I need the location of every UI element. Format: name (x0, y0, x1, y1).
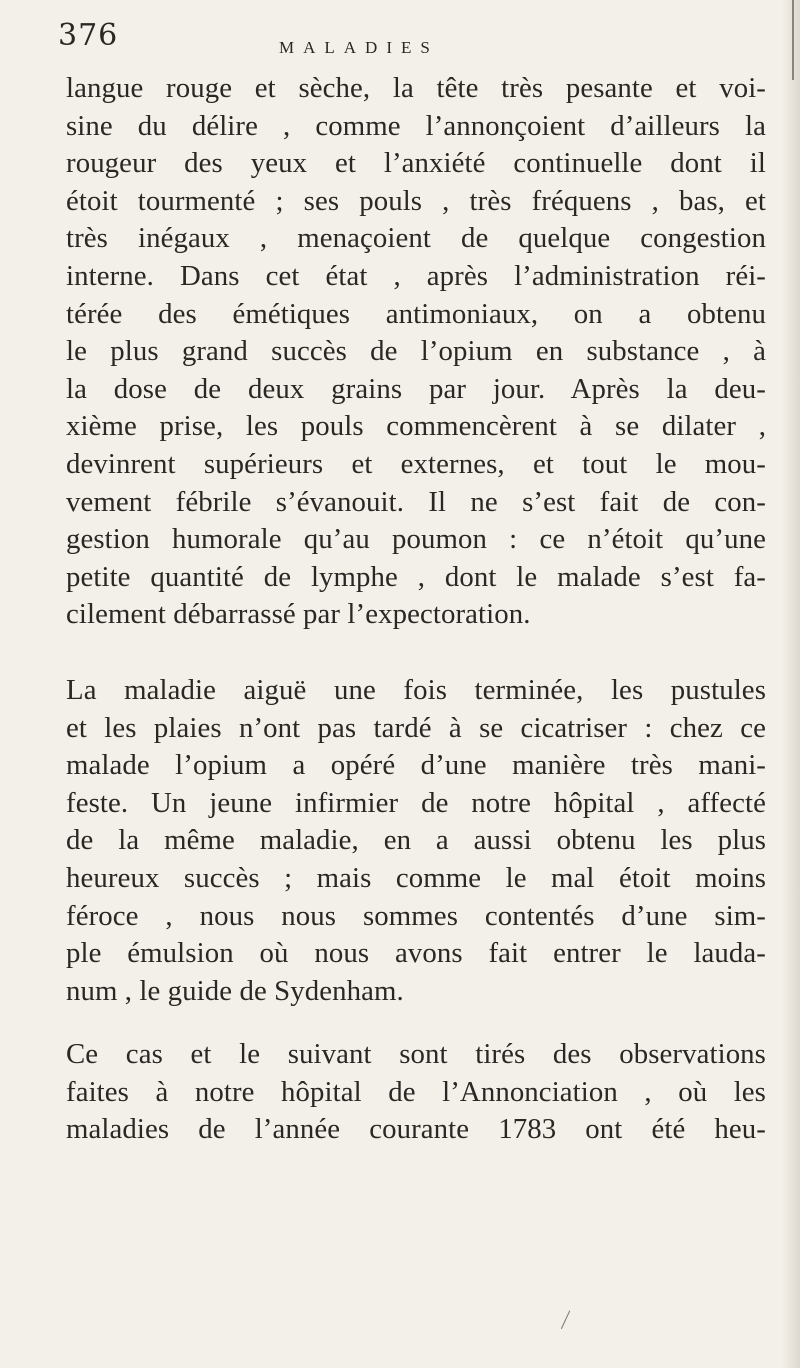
text-line: cilement débarrassé par l’expectoration. (66, 598, 531, 631)
binding-edge-line (792, 0, 794, 80)
text-line: la dose de deux grains par jour. Après la deu- (66, 372, 766, 405)
page-header (58, 18, 758, 68)
text-line: langue rouge et sèche, la tête très pesante et voi- (66, 72, 766, 104)
text-line: devinrent supérieurs et externes, et tout le mou- (66, 447, 766, 480)
text-line: feste. Un jeune infirmier de notre hôpital , affecté (66, 786, 766, 819)
text-line: malade l’opium a opéré d’une manière très mani- (66, 749, 766, 782)
text-line: le plus grand succès de l’opium en substance , à (66, 335, 766, 368)
paragraph-1 (66, 70, 766, 634)
text-line: num , le guide de Sydenham. (66, 974, 404, 1007)
text-line: térée des émétiques antimoniaux, on a obtenu (66, 297, 766, 330)
page-number: 376 (58, 18, 119, 53)
text-line: Ce cas et le suivant sont tirés des observations (66, 1038, 766, 1070)
text-line: vement fébrile s’évanouit. Il ne s’est fait de con- (66, 485, 766, 518)
text-line: ple émulsion où nous avons fait entrer le lauda- (66, 937, 766, 970)
text-line: faites à notre hôpital de l’Annonciation , où les (66, 1075, 766, 1108)
text-line: rougeur des yeux et l’anxiété continuelle dont il (66, 147, 766, 180)
text-line: maladies de l’année courante 1783 ont été heu- (66, 1113, 766, 1146)
text-line: gestion humorale qu’au poumon : ce n’étoit qu’une (66, 523, 766, 556)
running-head: MALADIES (279, 38, 439, 57)
text-line: de la même maladie, en a aussi obtenu les plus (66, 824, 766, 857)
text-line: interne. Dans cet état , après l’administration réi- (66, 259, 766, 292)
text-line: xième prise, les pouls commencèrent à se dilater , (66, 410, 766, 443)
text-line: heureux succès ; mais comme le mal étoit moins (66, 861, 766, 894)
text-line: La maladie aiguë une fois terminée, les pustules (66, 674, 766, 706)
ink-mark (561, 1311, 571, 1330)
page-edge-shadow (782, 0, 800, 1368)
text-line: et les plaies n’ont pas tardé à se cicatriser : chez ce (66, 711, 766, 744)
paragraph-3 (66, 1036, 766, 1149)
text-line: féroce , nous nous sommes contentés d’une sim- (66, 899, 766, 932)
text-line: étoit tourmenté ; ses pouls , très fréquens , bas, et (66, 184, 766, 217)
paragraph-2 (66, 672, 766, 1010)
text-line: très inégaux , menaçoient de quelque congestion (66, 222, 766, 255)
text-line: petite quantité de lymphe , dont le malade s’est fa- (66, 560, 766, 593)
text-line: sine du délire , comme l’annonçoient d’ailleurs la (66, 109, 766, 142)
